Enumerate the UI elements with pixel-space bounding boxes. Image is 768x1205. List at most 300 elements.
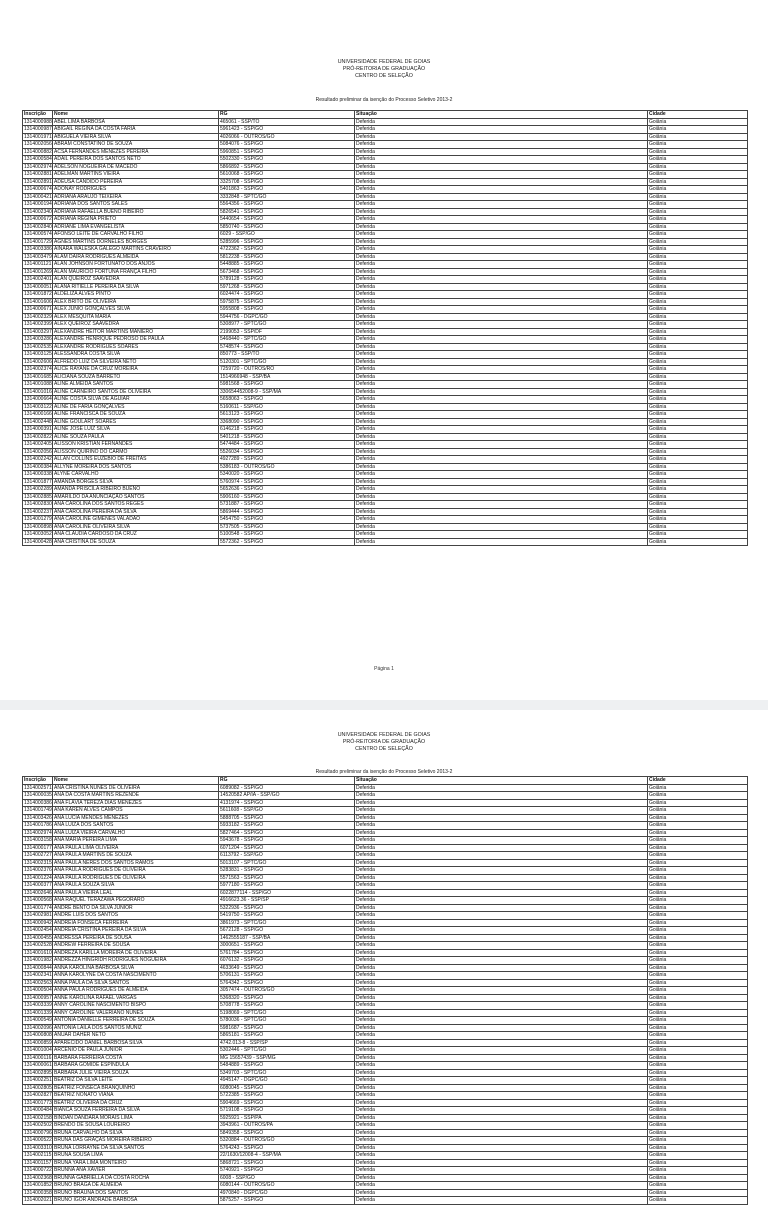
cell-inscricao: 1314002376 (24, 867, 52, 874)
cell-cidade: Goiânia (648, 1032, 748, 1040)
cell-cidade: Goiânia (648, 1002, 748, 1010)
cell-inscricao: 1314000796 (24, 1129, 52, 1136)
cell-nome: ALANA RITIELLE PEREIRA DA SILVA (53, 283, 219, 291)
cell-situacao: Deferida (355, 897, 648, 905)
table-row (23, 957, 748, 965)
cell-situacao: Deferida (355, 1107, 648, 1115)
table-row (23, 889, 748, 897)
cell-situacao: Deferida (355, 186, 648, 194)
cell-cidade: Goiânia (648, 516, 748, 524)
cell-cidade: Goiânia (648, 531, 748, 539)
cell-cidade: Goiânia (648, 171, 748, 179)
cell-rg: 6008 - SSP/GO (219, 1174, 355, 1182)
table-row (23, 328, 748, 336)
cell-rg: 5888705 - SSP/GO (219, 814, 355, 822)
cell-cidade: Goiânia (648, 313, 748, 321)
cell-rg: 5502330 - SSP/GO (219, 156, 355, 164)
cell-situacao: Deferida (355, 238, 648, 246)
cell-rg: 5285996 - SSP/GO (219, 238, 355, 246)
cell-inscricao: 1314002096 (24, 1024, 52, 1031)
cell-nome: ANA RAQUEL TERAZAWA PEGORARO (53, 897, 219, 905)
cell-nome: ALAN JOHNSON FORTUNATO DOS ANJOS (53, 261, 219, 269)
cell-inscricao: 1314002646 (24, 889, 52, 896)
cell-nome: BRUNO BRAUNA DOS SANTOS (53, 1189, 219, 1197)
cell-rg: 5981687 - SSP/GO (219, 1024, 355, 1032)
cell-situacao: Deferida (355, 1069, 648, 1077)
cell-rg: 5960851 - SSP/GO (219, 148, 355, 156)
cell-cidade: Goiânia (648, 814, 748, 822)
cell-cidade: Goiânia (648, 1039, 748, 1047)
cell-cidade: Goiânia (648, 486, 748, 494)
cell-situacao: Deferida (355, 463, 648, 471)
cell-situacao: Deferida (355, 471, 648, 479)
cell-nome: ANNY CAROLINE NASCIMENTO BISPO (53, 1002, 219, 1010)
cell-rg: 4131974 - SSP/GO (219, 799, 355, 807)
cell-inscricao: 1314000568 (24, 897, 52, 904)
cell-rg: 4945147 - DGPC/GO (219, 1077, 355, 1085)
cell-rg: 5283831 - SSP/GO (219, 867, 355, 875)
cell-rg: 5925921 - SSP/PA (219, 1114, 355, 1122)
cell-nome: ANDREZZA HINGRIDH RODRIGUES NOGUEIRA (53, 957, 219, 965)
cell-nome: ANA PAULA RODRIGUES DE OLIVEIRA (53, 874, 219, 882)
cell-inscricao: 1314000882 (24, 148, 52, 155)
cell-inscricao: 1314000484 (24, 1107, 52, 1114)
cell-rg: 5658063 - SSP/GO (219, 396, 355, 404)
cell-nome: ANA LUIZA DOS SANTOS (53, 822, 219, 830)
cell-nome: ALINE COSTA SILVA DE AGUIAR (53, 396, 219, 404)
table-row (23, 1122, 748, 1130)
cell-inscricao: 1314001774 (24, 904, 52, 911)
header-university: UNIVERSIDADE FEDERAL DE GOIAS (337, 59, 431, 65)
table-row (23, 516, 748, 524)
table-row (23, 486, 748, 494)
cell-inscricao: 1314000549 (24, 1017, 52, 1024)
cell-situacao: Deferida (355, 253, 648, 261)
table-row (23, 979, 748, 987)
table-row (23, 837, 748, 845)
cell-rg: 7259720 - OUTROS/RO (219, 366, 355, 374)
cell-inscricao: 1314000166 (24, 411, 52, 418)
cell-situacao: Deferida (355, 351, 648, 359)
cell-rg: 5740921 - SSP/GO (219, 1167, 355, 1175)
cell-nome: ALINE DE FARIA GONÇALVES (53, 403, 219, 411)
cell-cidade: Goiânia (648, 441, 748, 449)
table-row (23, 1092, 748, 1100)
table-row (23, 148, 748, 156)
cell-situacao: Deferida (355, 231, 648, 239)
col-header-situacao: Situação (355, 777, 648, 785)
cell-situacao: Deferida (355, 516, 648, 524)
cell-situacao: Deferida (355, 1167, 648, 1175)
table-row (23, 1167, 748, 1175)
cell-rg: 1514966948 - SSP/BA (219, 373, 355, 381)
cell-cidade: Goiânia (648, 246, 748, 254)
cell-situacao: Deferida (355, 1039, 648, 1047)
cell-cidade: Goiânia (648, 118, 748, 126)
cell-nome: ALAN QUEIROZ SAAVEDRA (53, 276, 219, 284)
cell-cidade: Goiânia (648, 1077, 748, 1085)
cell-inscricao: 1314002021 (24, 1197, 52, 1204)
cell-inscricao: 1314001157 (24, 1159, 52, 1166)
cell-inscricao: 1314002606 (24, 358, 52, 365)
cell-nome: ANDREIA CRISTINA PEREIRA DA SILVA (53, 927, 219, 935)
cell-rg: 5368320 - SSP/GO (219, 994, 355, 1002)
cell-inscricao: 1314000522 (24, 1137, 52, 1144)
cell-inscricao: 1314000194 (24, 201, 52, 208)
table-row (23, 418, 748, 426)
table-body (23, 784, 748, 1204)
cell-rg: MG 15657439 - SSP/MG (219, 1054, 355, 1062)
table-row (23, 1152, 748, 1160)
cell-nome: ANA PAULA RODRIGUES DE OLIVEIRA (53, 867, 219, 875)
cell-cidade: Goiânia (648, 306, 748, 314)
cell-nome: ADRIANA REGINA PRIETO (53, 216, 219, 224)
header-center: CENTRO DE SELEÇÃO (355, 72, 413, 79)
cell-nome: ALEXANDRE HENRIQUE PEDROSO DE PAULA (53, 336, 219, 344)
cell-nome: ALINE CARNEIRO SANTOS DE OLIVEIRA (53, 388, 219, 396)
cell-nome: ANUAR DAHER NETO (53, 1032, 219, 1040)
cell-nome: ANA CAROLINA DOS SANTOS REGES (53, 501, 219, 509)
cell-cidade: Goiânia (648, 852, 748, 860)
cell-cidade: Goiânia (648, 1159, 748, 1167)
cell-cidade: Goiânia (648, 328, 748, 336)
table-row (23, 231, 748, 239)
cell-nome: ANDRESSA PEREIRA DE SOUSA (53, 934, 219, 942)
cell-rg: 3057474 - OUTROS/GO (219, 987, 355, 995)
cell-rg: 3325708 - SSP/GO (219, 178, 355, 186)
cell-inscricao: 1314000504 (24, 987, 52, 994)
cell-rg: 5610068 - SSP/GO (219, 171, 355, 179)
cell-cidade: Goiânia (648, 957, 748, 965)
cell-cidade: Goiânia (648, 426, 748, 434)
cell-nome: ANA PAULA MARTINS DE SOUZA (53, 852, 219, 860)
cell-situacao: Deferida (355, 814, 648, 822)
cell-nome: ALISSON QUIRINO DO CARMO (53, 448, 219, 456)
table-row (23, 306, 748, 314)
cell-rg: 5761784 - SSP/GO (219, 949, 355, 957)
cell-situacao: Deferida (355, 1092, 648, 1100)
cell-rg: 6024474 - SSP/GO (219, 291, 355, 299)
cell-situacao: Deferida (355, 208, 648, 216)
cell-nome: ANA PAULA SOUZA SILVA (53, 882, 219, 890)
col-header-cidade: Cidade (648, 777, 748, 785)
cell-inscricao: 1314003479 (24, 253, 52, 260)
cell-situacao: Deferida (355, 448, 648, 456)
cell-cidade: Goiânia (648, 1167, 748, 1175)
table-row (23, 313, 748, 321)
cell-situacao: Deferida (355, 433, 648, 441)
table-row (23, 987, 748, 995)
cell-rg: 1462555187 - SSP/BA (219, 934, 355, 942)
table-body (23, 118, 748, 546)
table-row (23, 208, 748, 216)
cell-situacao: Deferida (355, 784, 648, 792)
cell-inscricao: 1314002329 (24, 313, 52, 320)
cell-cidade: Goiânia (648, 193, 748, 201)
cell-situacao: Deferida (355, 118, 648, 126)
cell-cidade: Goiânia (648, 1189, 748, 1197)
table-row (23, 1084, 748, 1092)
cell-rg: 5764243 - SSP/GO (219, 1144, 355, 1152)
cell-situacao: Deferida (355, 163, 648, 171)
cell-rg: 5737505 - SSP/GO (219, 523, 355, 531)
cell-cidade: Goiânia (648, 1047, 748, 1055)
cell-rg: 5120301 - SPTC/GO (219, 358, 355, 366)
cell-inscricao: 1314001749 (24, 807, 52, 814)
cell-nome: BEATRIZ OLIVEIRA DA CRUZ (53, 1099, 219, 1107)
cell-cidade: Goiânia (648, 133, 748, 141)
cell-situacao: Deferida (355, 133, 648, 141)
document-subtitle: Resultado preliminar da isenção do Processo Seletivo 2013-2 (315, 97, 453, 103)
cell-rg: 5611608 - SSP/GO (219, 807, 355, 815)
cell-cidade: Goiânia (648, 253, 748, 261)
cell-inscricao: 1314002881 (24, 171, 52, 178)
table-row (23, 478, 748, 486)
document-header (0, 59, 768, 79)
cell-inscricao: 1314000358 (24, 1189, 52, 1196)
cell-rg: 4026066 - OUTROS/GO (219, 133, 355, 141)
cell-nome: ALLAN COLLINS EUZEBIO DE FREITAS (53, 456, 219, 464)
table-row (23, 291, 748, 299)
cell-rg: 4722362 - SSP/GO (219, 246, 355, 254)
cell-inscricao: 1314002448 (24, 418, 52, 425)
cell-situacao: Deferida (355, 426, 648, 434)
cell-rg: 4927289 - SSP/GO (219, 456, 355, 464)
cell-inscricao: 1314002827 (24, 1092, 52, 1099)
cell-situacao: Deferida (355, 889, 648, 897)
cell-inscricao: 1314002374 (24, 366, 52, 373)
cell-rg: 5401218 - SSP/GO (219, 433, 355, 441)
cell-cidade: Goiânia (648, 261, 748, 269)
cell-situacao: Deferida (355, 964, 648, 972)
table-row (23, 523, 748, 531)
cell-inscricao: 1314002401 (24, 276, 52, 283)
cell-cidade: Goiânia (648, 1129, 748, 1137)
cell-nome: ADEUSA CANDIDO PEREIRA (53, 178, 219, 186)
table-row (23, 351, 748, 359)
cell-nome: BRUNO BRAGA DE ALMEIDA (53, 1182, 219, 1190)
cell-situacao: Deferida (355, 223, 648, 231)
cell-inscricao: 1314002885 (24, 493, 52, 500)
table-row (23, 433, 748, 441)
table-row (23, 411, 748, 419)
cell-situacao: Deferida (355, 148, 648, 156)
table-row (23, 1077, 748, 1085)
table-row (23, 942, 748, 950)
cell-rg: 3861973 - SPTC/GO (219, 919, 355, 927)
cell-situacao: Deferida (355, 501, 648, 509)
table-row (23, 403, 748, 411)
cell-situacao: Deferida (355, 403, 648, 411)
cell-rg: 5673468 - SSP/GO (219, 268, 355, 276)
cell-situacao: Deferida (355, 456, 648, 464)
cell-nome: ANA PAULA LIMA OLIVEIRA (53, 844, 219, 852)
cell-nome: ANA FLÁVIA TEREZA DIAS MENEZES (53, 799, 219, 807)
cell-cidade: Goiânia (648, 927, 748, 935)
cell-nome: BRUNO IGOR ANDRADE BARBOSA (53, 1197, 219, 1205)
cell-nome: ALYNE CARVALHO (53, 471, 219, 479)
cell-rg: 5764342 - SSP/GO (219, 979, 355, 987)
table-row (23, 178, 748, 186)
cell-nome: BRUNA LORRAYNE DA SILVA SANTOS (53, 1144, 219, 1152)
cell-rg: 5906160 - SSP/GO (219, 493, 355, 501)
cell-situacao: Deferida (355, 1144, 648, 1152)
table-row (23, 493, 748, 501)
cell-rg: 5160611 - SSP/GO (219, 403, 355, 411)
cell-nome: ANDREZA KARILLA MOREIRA DE OLIVEIRA (53, 949, 219, 957)
cell-rg: 4633649 - SSP/GO (219, 964, 355, 972)
cell-situacao: Deferida (355, 1182, 648, 1190)
cell-nome: ALEXANDRE HEITOR MARTINS MANIERO (53, 328, 219, 336)
cell-cidade: Goiânia (648, 478, 748, 486)
cell-cidade: Goiânia (648, 283, 748, 291)
cell-cidade: Goiânia (648, 1092, 748, 1100)
cell-situacao: Deferida (355, 799, 648, 807)
cell-inscricao: 1314000722 (24, 1167, 52, 1174)
cell-situacao: Deferida (355, 1032, 648, 1040)
cell-cidade: Goiânia (648, 1084, 748, 1092)
cell-cidade: Goiânia (648, 508, 748, 516)
cell-situacao: Deferida (355, 201, 648, 209)
cell-nome: ANA KAREN ALVES CAMPOS (53, 807, 219, 815)
cell-nome: ANA PAULA VIEIRA LEAL (53, 889, 219, 897)
cell-inscricao: 1314002399 (24, 321, 52, 328)
cell-inscricao: 1314003286 (24, 336, 52, 343)
cell-inscricao: 1314002974 (24, 163, 52, 170)
cell-inscricao: 1314002891 (24, 178, 52, 185)
table-row (23, 1137, 748, 1145)
col-header-nome: Nome (53, 111, 219, 119)
cell-inscricao: 1314002571 (24, 784, 52, 791)
cell-inscricao: 1314000391 (24, 426, 52, 433)
cell-rg: 6022877114 - SSP/GO (219, 889, 355, 897)
table-row (23, 852, 748, 860)
cell-nome: ANA LUIZA VIEIRA CARVALHO (53, 829, 219, 837)
table-row (23, 859, 748, 867)
cell-rg: 3000651 - SSP/GO (219, 942, 355, 950)
cell-nome: ANTONIA LAILA DOS SANTOS MUNIZ (53, 1024, 219, 1032)
cell-inscricao: 1314002340 (24, 208, 52, 215)
cell-nome: ALFREDO LUIZ DA SILVEIRA NETO (53, 358, 219, 366)
cell-inscricao: 1314001339 (24, 1009, 52, 1016)
cell-situacao: Deferida (355, 822, 648, 830)
cell-cidade: Goiânia (648, 904, 748, 912)
cell-inscricao: 1314003297 (24, 328, 52, 335)
cell-cidade: Goiânia (648, 403, 748, 411)
cell-situacao: Deferida (355, 268, 648, 276)
cell-situacao: Deferida (355, 844, 648, 852)
cell-cidade: Goiânia (648, 859, 748, 867)
cell-inscricao: 1314002158 (24, 1114, 52, 1121)
cell-nome: ALINE GOULART SOARES (53, 418, 219, 426)
cell-nome: ANA CRISTINA NUNES DE OLIVEIRA (53, 784, 219, 792)
col-header-inscricao: Inscrição (23, 777, 53, 785)
cell-nome: APARECIDO DANIEL BARBOSA SILVA (53, 1039, 219, 1047)
cell-rg: 5448885 - SSP/GO (219, 261, 355, 269)
cell-nome: ADONAY RODRIGUES (53, 186, 219, 194)
cell-rg: 5706131 - SSP/GO (219, 972, 355, 980)
cell-nome: BARBARA GOMIDE ESPÍNDULA (53, 1062, 219, 1070)
cell-cidade: Goiânia (648, 156, 748, 164)
cell-cidade: Goiânia (648, 471, 748, 479)
cell-rg: 5440654 - SSP/GO (219, 216, 355, 224)
table-row (23, 799, 748, 807)
cell-inscricao: 1314000957 (24, 994, 52, 1001)
cell-rg: 5875257 - SSP/GO (219, 1197, 355, 1205)
cell-situacao: Deferida (355, 1047, 648, 1055)
cell-nome: ALEX BRITO DE OLIVEIRA (53, 298, 219, 306)
cell-inscricao: 1314000574 (24, 231, 52, 238)
cell-situacao: Deferida (355, 949, 648, 957)
cell-cidade: Goiânia (648, 351, 748, 359)
cell-nome: BEATRIZ NONATO VIANA (53, 1092, 219, 1100)
cell-inscricao: 1314001606 (24, 298, 52, 305)
table-row (23, 949, 748, 957)
cell-inscricao: 1314003125 (24, 351, 52, 358)
cell-situacao: Deferida (355, 1159, 648, 1167)
cell-inscricao: 1314000377 (24, 882, 52, 889)
cell-situacao: Deferida (355, 1024, 648, 1032)
table-row (23, 456, 748, 464)
cell-nome: ANA CRISTINA DE SOUZA (53, 538, 219, 546)
cell-inscricao: 1314000584 (24, 156, 52, 163)
cell-rg: 5322936 - SSP/GO (219, 904, 355, 912)
header-center: CENTRO DE SELEÇÃO (355, 745, 413, 752)
cell-inscricao: 1314002115 (24, 1152, 52, 1159)
cell-cidade: Goiânia (648, 987, 748, 995)
cell-inscricao: 1314003339 (24, 1002, 52, 1009)
table-row (23, 874, 748, 882)
table-row (23, 373, 748, 381)
cell-situacao: Deferida (355, 1054, 648, 1062)
cell-cidade: Goiânia (648, 1122, 748, 1130)
cell-inscricao: 1314000664 (24, 396, 52, 403)
cell-nome: ANA CAROLINE GIMENES VALADAO (53, 516, 219, 524)
table-row (23, 912, 748, 920)
cell-inscricao: 1314002840 (24, 223, 52, 230)
cell-situacao: Deferida (355, 523, 648, 531)
cell-cidade: Goiânia (648, 148, 748, 156)
col-header-situacao: Situação (355, 111, 648, 119)
cell-rg: 5812238 - SSP/GO (219, 253, 355, 261)
cell-situacao: Deferida (355, 126, 648, 134)
cell-rg: 5468440 - SPTC/GO (219, 336, 355, 344)
cell-inscricao: 1314001786 (24, 822, 52, 829)
page-number: Página 1 (374, 666, 394, 672)
cell-cidade: Goiânia (648, 1107, 748, 1115)
table-row (23, 1047, 748, 1055)
cell-cidade: Goiânia (648, 882, 748, 890)
cell-cidade: Goiânia (648, 1182, 748, 1190)
cell-rg: 5866892 - SSP/GO (219, 163, 355, 171)
cell-nome: AINARA WALESKA GALEGO MARTINS CRAVEIRO (53, 246, 219, 254)
cell-cidade: Goiânia (648, 829, 748, 837)
cell-situacao: Deferida (355, 927, 648, 935)
cell-situacao: Deferida (355, 1197, 648, 1205)
cell-situacao: Deferida (355, 1062, 648, 1070)
cell-rg: 5613123 - SSP/GO (219, 411, 355, 419)
table-row (23, 261, 748, 269)
cell-rg: 3943961 - OUTROS/PA (219, 1122, 355, 1130)
cell-rg: 4970840 - DGPC/GO (219, 1189, 355, 1197)
table-row (23, 964, 748, 972)
cell-situacao: Deferida (355, 852, 648, 860)
table-row (23, 426, 748, 434)
table-row (23, 223, 748, 231)
table-row (23, 1174, 748, 1182)
cell-rg: 6071204 - SSP/GO (219, 844, 355, 852)
cell-situacao: Deferida (355, 373, 648, 381)
